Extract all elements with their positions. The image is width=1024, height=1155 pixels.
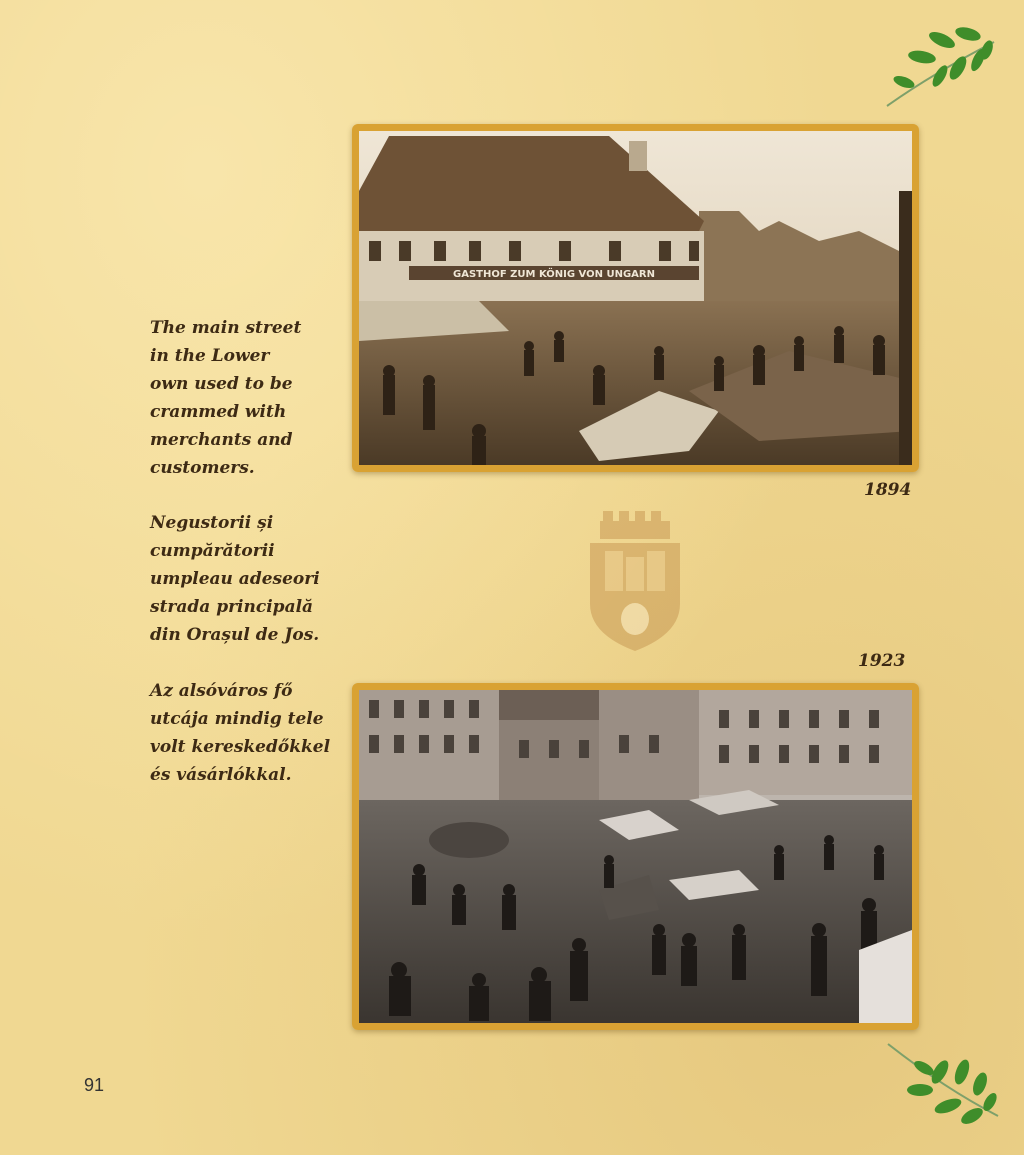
caption-line: umpleau adeseori <box>150 569 320 589</box>
caption-line: volt kereskedőkkel <box>150 737 331 757</box>
caption-line: din Orașul de Jos. <box>150 625 320 645</box>
caption-line: in the Lower <box>150 346 270 366</box>
caption-line: customers. <box>150 458 255 478</box>
caption-line: Az alsóváros fő <box>150 681 293 701</box>
sepia-photo-1894 <box>359 131 912 465</box>
year-label-1923: 1923 <box>858 651 906 671</box>
caption-line: strada principală <box>150 597 314 617</box>
leaf-branch-top-icon <box>882 24 1000 114</box>
town-coat-of-arms <box>585 509 685 654</box>
page-number: 91 <box>84 1075 105 1095</box>
caption-line: és vásárlókkal. <box>150 765 292 785</box>
building-sign-text: GASTHOF ZUM KÖNIG VON UNGARN <box>453 269 655 280</box>
year-label-1894: 1894 <box>864 480 912 500</box>
photo-1894-market-street <box>352 124 919 472</box>
caption-hungarian <box>150 677 350 789</box>
caption-line: cumpărătorii <box>150 541 275 561</box>
photo-1923-market-square <box>352 683 919 1030</box>
caption-romanian <box>150 509 350 649</box>
bw-photo-1923 <box>359 690 912 1023</box>
caption-english <box>150 314 350 482</box>
caption-line: Negustorii și <box>150 513 274 533</box>
caption-line: The main street <box>150 318 302 338</box>
caption-line: utcája mindig tele <box>150 709 324 729</box>
caption-line: crammed with <box>150 402 287 422</box>
caption-line: own used to be <box>150 374 293 394</box>
leaf-branch-bottom-icon <box>884 1038 1002 1130</box>
caption-line: merchants and <box>150 430 293 450</box>
